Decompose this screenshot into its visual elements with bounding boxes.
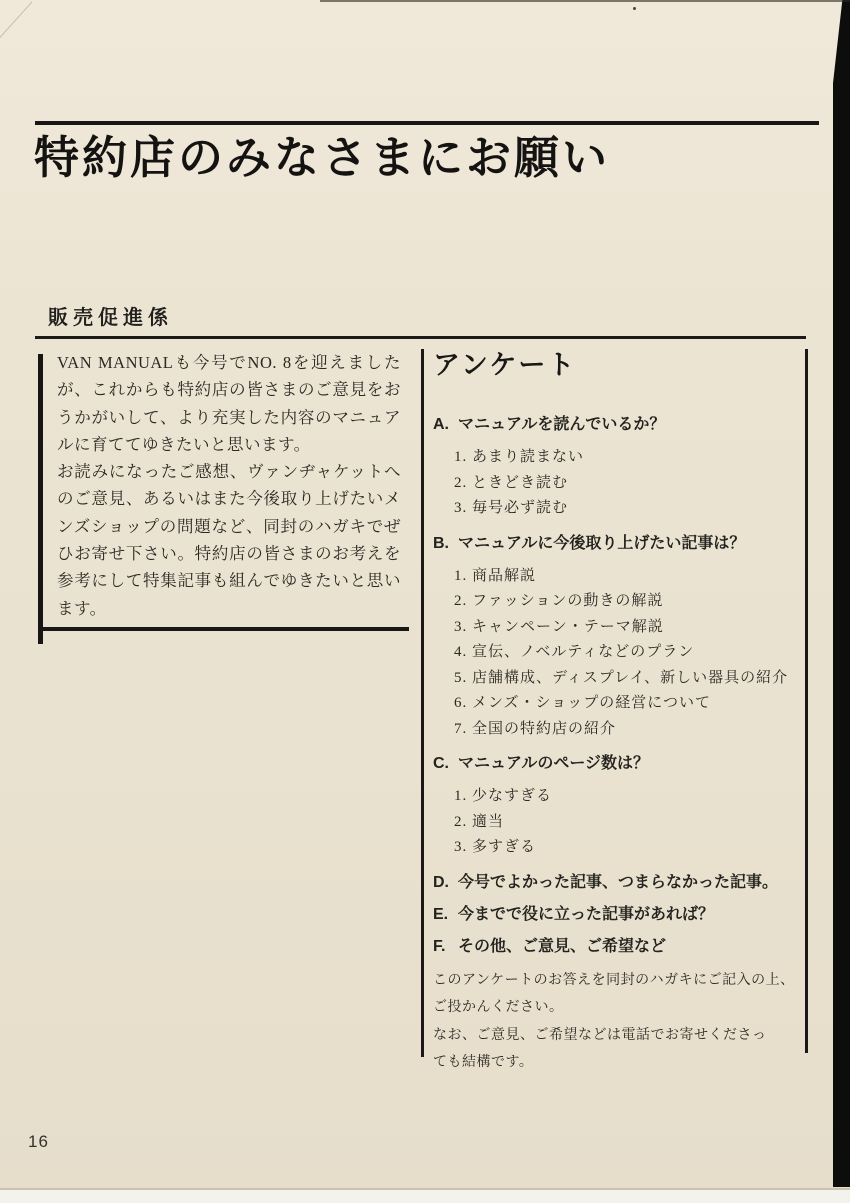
section-letter: C. [433,755,449,772]
scan-speck [633,7,636,10]
section-header [433,937,809,957]
survey-option: 3. キャンペーン・テーマ解説 [454,618,664,635]
survey-option: 2. ときどき読む [454,474,569,491]
section-options [433,564,809,743]
intro-paragraph [57,349,401,622]
section-header [433,415,809,435]
page-number: 16 [28,1132,49,1151]
section-title: マニュアルのページ数は？ [458,755,650,772]
section-title: 今までで役に立った記事があれば？ [458,905,715,923]
intro-line: ひお寄せ下さい。特約店の皆さまのお考えを [57,544,401,564]
intro-line: お読みになったご感想、ヴァンヂャケットへ [57,462,401,482]
section-title: マニュアルに今後取り上げたい記事は？ [458,534,746,552]
section-header [433,873,809,893]
survey-option: 2. ファッションの動きの解説 [454,593,664,609]
columns-top-rule [35,336,806,339]
intro-left-bar [38,354,43,644]
scan-crease [0,1,71,75]
section-title: 今号でよかった記事、つまらなかった記事。 [458,873,779,891]
survey-heading: アンケート [433,350,577,380]
section-title: その他、ご意見、ご希望など [458,937,667,955]
section-letter: D. [433,873,449,891]
survey-option: 5. 店舗構成、ディスプレイ、新しい器具の紹介 [454,669,789,686]
section-letter: B. [433,534,449,552]
survey-option: 1. 少なすぎる [454,788,553,804]
section-options [433,784,809,861]
section-header [433,754,809,774]
survey-option: 7. 全国の特約店の紹介 [454,720,617,737]
intro-line: ルに育ててゆきたいと思います。 [57,434,311,454]
intro-line: VAN MANUALも今号でNO. 8を迎えました [57,353,401,372]
section-letter: E. [433,905,449,923]
intro-line: のご意見、あるいはまた今後取り上げたいメ [57,489,401,509]
survey-option: 1. あまり読まない [454,449,585,465]
survey-footer-line: ご投かんください。 [433,1000,564,1015]
section-header [433,534,809,554]
section-options [433,445,809,522]
page-title: 特約店のみなさまにお願い [34,133,611,183]
survey-option: 3. 多すぎる [454,839,537,855]
section-letter: A. [433,416,449,433]
section-title: マニュアルを読んでいるか？ [458,416,666,433]
survey-column [433,348,809,1077]
survey-option: 4. 宣伝、ノベルティなどのプラン [454,644,695,660]
title-top-rule [35,121,819,125]
survey-option: 3. 毎号必ず読む [454,500,569,516]
scan-edge-top [320,0,850,2]
survey-footer-line: このアンケートのお答えを同封のハガキにご記入の上、 [433,972,795,988]
survey-left-rule [421,349,424,1057]
section-header [433,905,809,925]
section-letter: F. [433,937,446,955]
survey-footer-line: なお、ご意見、ご希望などは電話でお寄せくださっ [433,1027,767,1043]
survey-section-d [433,873,809,893]
survey-option: 6. メンズ・ショップの経営について [454,695,711,711]
survey-section-e [433,905,809,925]
intro-line: 参考にして特集記事も組んでゆきたいと思い [57,571,401,591]
survey-footer-note [433,967,809,1077]
survey-option: 1. 商品解説 [454,567,537,584]
intro-line: が、これからも特約店の皆さまのご意見をお [57,380,401,400]
intro-bottom-rule [43,627,409,631]
survey-section-f [433,937,809,957]
survey-option: 2. 適当 [454,813,505,830]
survey-footer-line: ても結構です。 [433,1055,534,1070]
department-label: 販売促進係 [48,307,173,329]
survey-section-b [433,534,809,743]
intro-line: うかがいして、より充実した内容のマニュア [57,407,401,427]
survey-section-c [433,754,809,861]
survey-section-a [433,415,809,522]
intro-line: ます。 [57,598,107,618]
scan-edge-right [833,0,850,1187]
intro-line: ンズショップの問題など、同封のハガキでぜ [57,516,401,536]
